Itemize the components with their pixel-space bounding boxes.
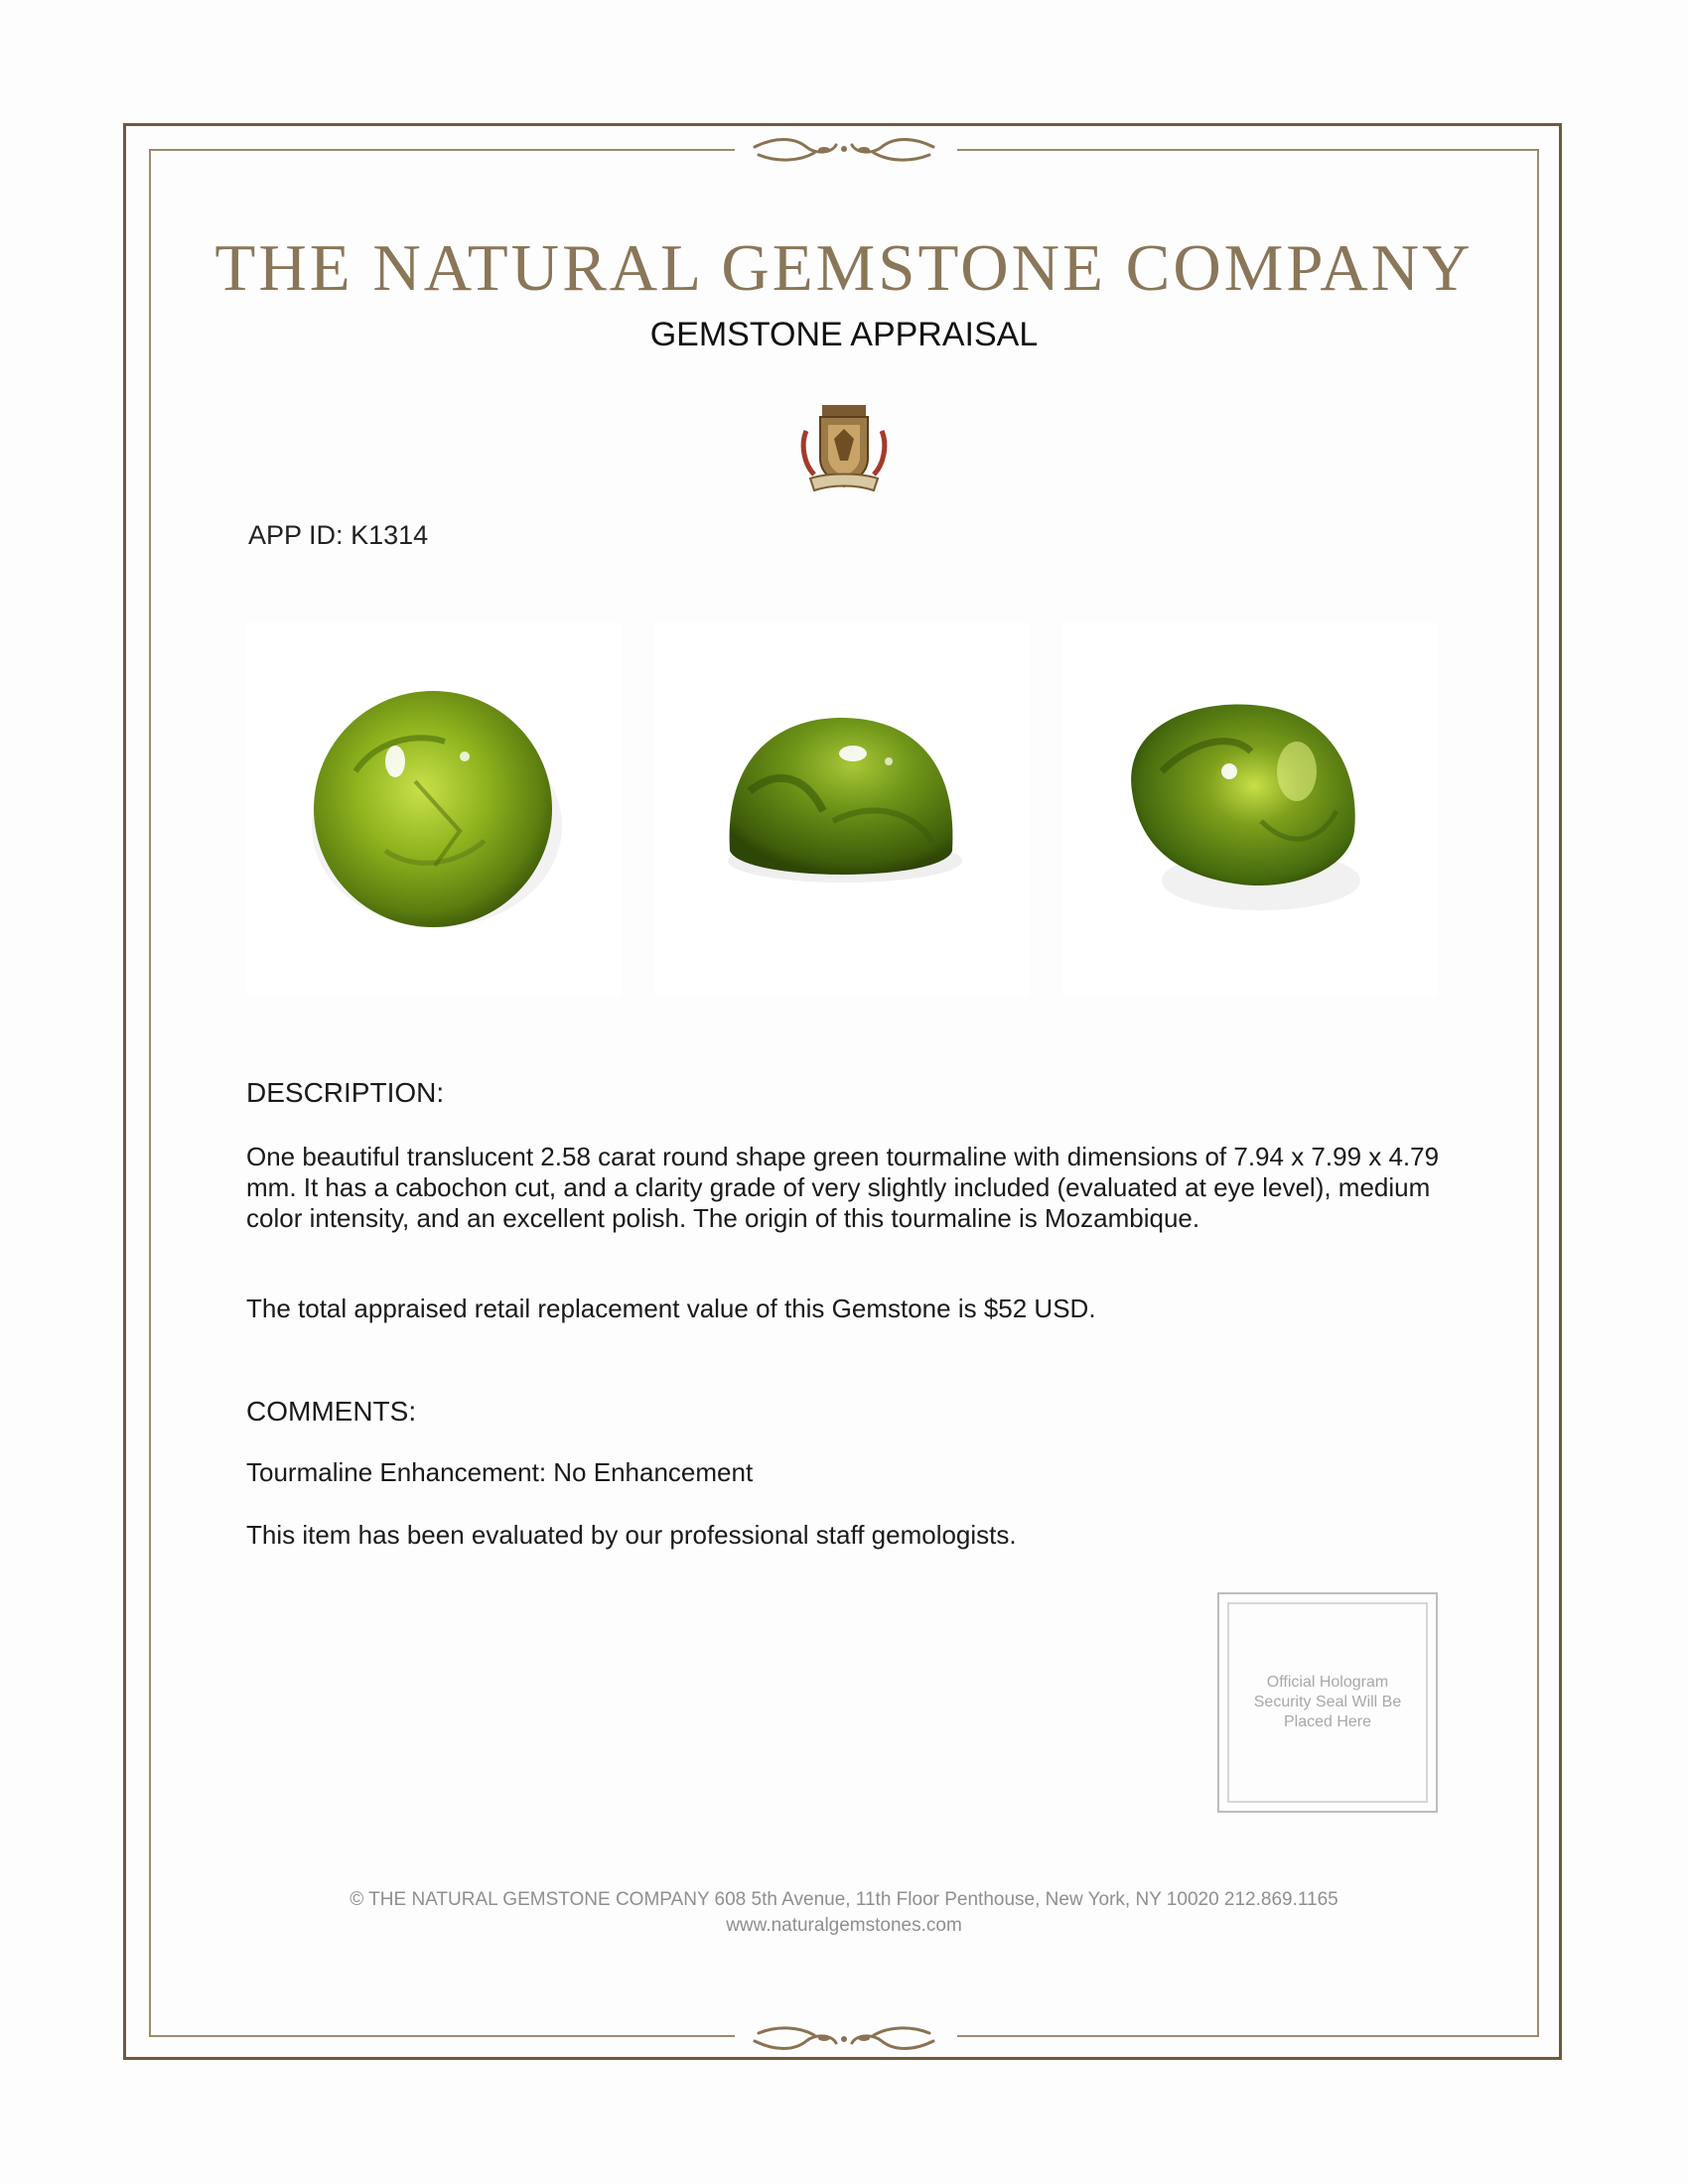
flourish-ornament-bottom: [745, 2019, 943, 2055]
description-heading: DESCRIPTION:: [246, 1077, 445, 1108]
document-title: GEMSTONE APPRAISAL: [649, 316, 1039, 353]
enhancement-comment: Tourmaline Enhancement: No Enhancement: [246, 1457, 754, 1487]
flourish-ornament-top: [745, 133, 943, 169]
company-name: THE NATURAL GEMSTONE COMPANY: [214, 231, 1474, 305]
inner-border-top-right: [957, 149, 1539, 151]
inner-border-top-left: [149, 149, 735, 151]
gem-photo-side-view: [654, 622, 1030, 997]
inner-border-bottom-left: [149, 2035, 735, 2037]
comments-heading: COMMENTS:: [246, 1396, 417, 1427]
description-text: One beautiful translucent 2.58 carat round shape green tourmaline with dimensions of 7.94 x 7.99 x 4.79 mm. It has a cabochon cut, and a clarity grade of very slightly included (evaluated at eye level), medium color intensity, and an excellent polish. The origin of this tourmaline is Mozambique.: [246, 1142, 1440, 1233]
company-crest-icon: [800, 401, 888, 496]
footer-address: © THE NATURAL GEMSTONE COMPANY 608 5th Avenue, 11th Floor Penthouse, New York, NY 10020 212.869.1165: [350, 1889, 1338, 1910]
inner-border-left: [149, 149, 151, 2037]
gem-photo-angled-view: [1062, 622, 1438, 997]
app-id-label: APP ID:: [248, 520, 344, 550]
appraised-value-statement: The total appraised retail replacement value of this Gemstone is $52 USD.: [246, 1294, 1096, 1323]
app-id: [248, 520, 428, 551]
gem-photo-top-view: [246, 622, 622, 997]
inner-border-right: [1537, 149, 1539, 2037]
footer-website[interactable]: www.naturalgemstones.com: [726, 1915, 962, 1936]
evaluation-comment: This item has been evaluated by our professional staff gemologists.: [246, 1520, 1017, 1550]
seal-text: Official Hologram Security Seal Will Be Placed Here: [1253, 1674, 1402, 1730]
inner-border-bottom-right: [957, 2035, 1539, 2037]
seal-inner-frame: [1227, 1602, 1428, 1803]
hologram-seal-placeholder: [1217, 1592, 1438, 1813]
app-id-value: K1314: [351, 520, 429, 550]
